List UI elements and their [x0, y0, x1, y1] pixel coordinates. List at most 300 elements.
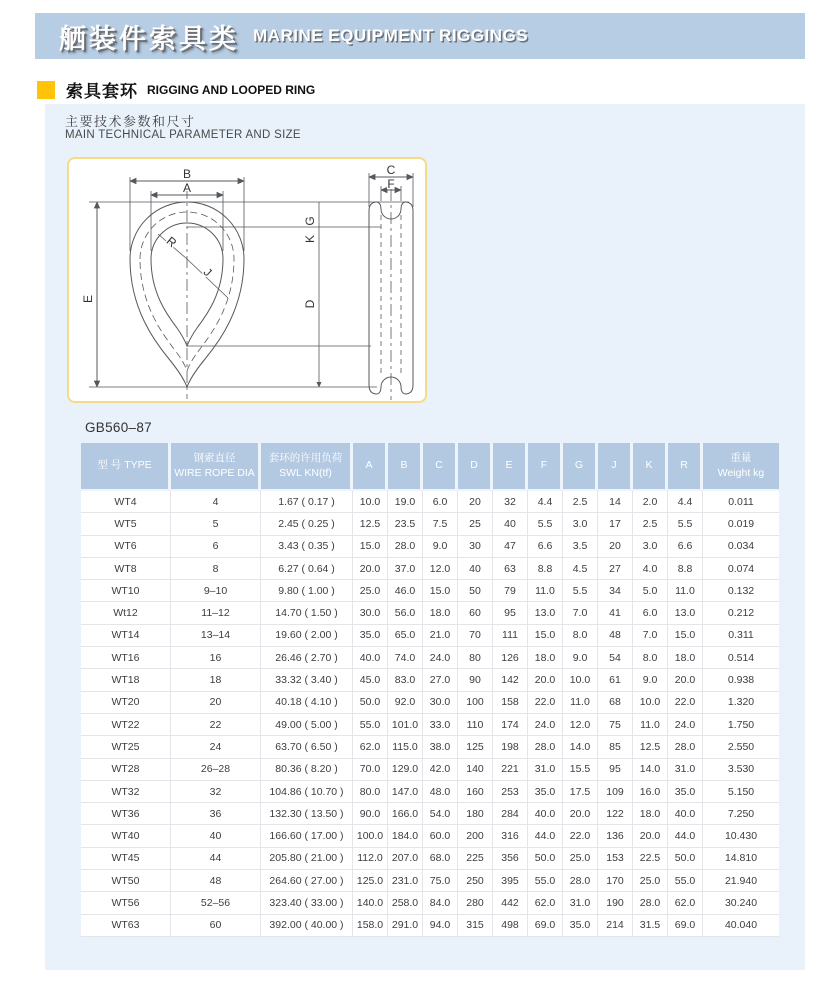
table-cell: 68.0 — [423, 848, 458, 870]
table-cell: 18.0 — [423, 602, 458, 624]
table-cell: 174 — [493, 714, 528, 736]
table-cell: 3.43 ( 0.35 ) — [261, 536, 353, 558]
table-cell: 24.0 — [423, 647, 458, 669]
table-cell: 395 — [493, 870, 528, 892]
table-cell: 90.0 — [353, 803, 388, 825]
table-cell: 4.0 — [633, 558, 668, 580]
table-cell: 7.0 — [633, 625, 668, 647]
table-row — [81, 781, 779, 803]
table-cell: 22.5 — [633, 848, 668, 870]
table-cell: 26–28 — [171, 759, 261, 781]
table-cell: 60 — [171, 915, 261, 937]
table-cell: 31.5 — [633, 915, 668, 937]
dim-label-j: J — [200, 264, 215, 280]
table-cell: 0.514 — [703, 647, 779, 669]
table-cell: 32 — [171, 781, 261, 803]
table-cell: 62.0 — [668, 892, 703, 914]
table-cell: 48 — [598, 625, 633, 647]
table-cell: 4.5 — [563, 558, 598, 580]
table-row — [81, 915, 779, 937]
table-cell: 140 — [458, 759, 493, 781]
table-cell: 52–56 — [171, 892, 261, 914]
table-cell: WT18 — [81, 669, 171, 691]
table-cell: 2.0 — [633, 491, 668, 513]
table-cell: 14.70 ( 1.50 ) — [261, 602, 353, 624]
table-cell: WT32 — [81, 781, 171, 803]
table-cell: 25.0 — [353, 580, 388, 602]
table-cell: 0.074 — [703, 558, 779, 580]
table-cell: 180 — [458, 803, 493, 825]
table-cell: 291.0 — [388, 915, 423, 937]
page-title-zh: 舾装件索具类 — [59, 23, 239, 54]
table-cell: 18.0 — [668, 647, 703, 669]
table-cell: 45.0 — [353, 669, 388, 691]
table-cell: 50.0 — [668, 848, 703, 870]
table-cell: 14.0 — [633, 759, 668, 781]
table-cell: 83.0 — [388, 669, 423, 691]
table-cell: 75.0 — [423, 870, 458, 892]
table-row — [81, 536, 779, 558]
table-cell: 35.0 — [668, 781, 703, 803]
table-cell: 24 — [171, 736, 261, 758]
table-cell: 122 — [598, 803, 633, 825]
spec-table-head — [81, 443, 779, 491]
column-header: J — [598, 443, 633, 491]
dim-label-d: D — [303, 299, 317, 309]
table-cell: 10.430 — [703, 825, 779, 847]
table-cell: 24.0 — [668, 714, 703, 736]
table-cell: 62.0 — [528, 892, 563, 914]
column-header: B — [388, 443, 423, 491]
table-cell: 115.0 — [388, 736, 423, 758]
dim-label-f: F — [387, 177, 395, 191]
table-cell: 6.0 — [423, 491, 458, 513]
standard-code: GB560–87 — [85, 420, 152, 435]
table-cell: 32 — [493, 491, 528, 513]
table-cell: 40.0 — [528, 803, 563, 825]
table-cell: 26.46 ( 2.70 ) — [261, 647, 353, 669]
table-row — [81, 870, 779, 892]
table-cell: 28.0 — [563, 870, 598, 892]
header-row — [81, 443, 779, 491]
table-cell: 129.0 — [388, 759, 423, 781]
table-cell: 15.0 — [528, 625, 563, 647]
table-cell: 6.27 ( 0.64 ) — [261, 558, 353, 580]
table-cell: 253 — [493, 781, 528, 803]
table-cell: 30.0 — [353, 602, 388, 624]
table-cell: 2.45 ( 0.25 ) — [261, 513, 353, 535]
table-cell: 0.132 — [703, 580, 779, 602]
table-cell: 30 — [458, 536, 493, 558]
table-cell: 207.0 — [388, 848, 423, 870]
table-cell: 18 — [171, 669, 261, 691]
table-cell: 94.0 — [423, 915, 458, 937]
table-cell: 158 — [493, 692, 528, 714]
table-cell: 95 — [493, 602, 528, 624]
table-row — [81, 803, 779, 825]
table-cell: 47 — [493, 536, 528, 558]
table-cell: 198 — [493, 736, 528, 758]
dim-label-r: R — [163, 233, 180, 251]
column-header: D — [458, 443, 493, 491]
table-cell: 70 — [458, 625, 493, 647]
column-header: 套环的许用负荷 SWL KN(tf) — [261, 443, 353, 491]
table-cell: 14.0 — [563, 736, 598, 758]
table-cell: 10.0 — [563, 669, 598, 691]
table-cell: 166.0 — [388, 803, 423, 825]
table-cell: 5.0 — [633, 580, 668, 602]
table-row — [81, 491, 779, 513]
table-cell: 35.0 — [528, 781, 563, 803]
table-cell: 31.0 — [528, 759, 563, 781]
table-cell: 184.0 — [388, 825, 423, 847]
table-row — [81, 669, 779, 691]
table-cell: 75 — [598, 714, 633, 736]
table-cell: 8.8 — [668, 558, 703, 580]
table-cell: 8 — [171, 558, 261, 580]
table-cell: 140.0 — [353, 892, 388, 914]
table-cell: 280 — [458, 892, 493, 914]
table-row — [81, 714, 779, 736]
table-cell: 2.550 — [703, 736, 779, 758]
table-cell: 61 — [598, 669, 633, 691]
table-cell: 48.0 — [423, 781, 458, 803]
table-cell: 0.938 — [703, 669, 779, 691]
column-header: A — [353, 443, 388, 491]
dim-label-g: G — [303, 216, 317, 226]
table-cell: 41 — [598, 602, 633, 624]
table-cell: 55.0 — [528, 870, 563, 892]
table-cell: 110 — [458, 714, 493, 736]
table-cell: 49.00 ( 5.00 ) — [261, 714, 353, 736]
dim-label-b: B — [182, 167, 192, 181]
table-cell: 11.0 — [528, 580, 563, 602]
table-cell: WT56 — [81, 892, 171, 914]
table-cell: 142 — [493, 669, 528, 691]
table-cell: 35.0 — [563, 915, 598, 937]
table-row — [81, 513, 779, 535]
technical-drawing-box — [67, 157, 427, 403]
table-cell: 0.212 — [703, 602, 779, 624]
table-cell: 11.0 — [668, 580, 703, 602]
section-title-zh: 索具套环 — [66, 82, 138, 101]
table-cell: 40 — [493, 513, 528, 535]
table-cell: 18.0 — [633, 803, 668, 825]
table-cell: 80.36 ( 8.20 ) — [261, 759, 353, 781]
table-cell: 21.0 — [423, 625, 458, 647]
table-cell: 46.0 — [388, 580, 423, 602]
table-cell: WT16 — [81, 647, 171, 669]
table-cell: 44 — [171, 848, 261, 870]
table-cell: 101.0 — [388, 714, 423, 736]
table-cell: 132.30 ( 13.50 ) — [261, 803, 353, 825]
table-cell: 4.4 — [668, 491, 703, 513]
table-cell: WT50 — [81, 870, 171, 892]
table-cell: 42.0 — [423, 759, 458, 781]
table-cell: 7.250 — [703, 803, 779, 825]
table-cell: 153 — [598, 848, 633, 870]
table-cell: 50 — [458, 580, 493, 602]
table-cell: 20.0 — [353, 558, 388, 580]
table-cell: 20.0 — [668, 669, 703, 691]
table-cell: WT10 — [81, 580, 171, 602]
content-panel — [45, 104, 805, 970]
table-cell: 0.011 — [703, 491, 779, 513]
table-cell: 6 — [171, 536, 261, 558]
table-cell: 25 — [458, 513, 493, 535]
table-cell: 160 — [458, 781, 493, 803]
dim-label-e: E — [81, 294, 95, 304]
table-cell: 2.5 — [633, 513, 668, 535]
table-row — [81, 647, 779, 669]
table-cell: 125.0 — [353, 870, 388, 892]
dim-label-c: C — [386, 163, 396, 177]
column-header: 型 号 TYPE — [81, 443, 171, 491]
column-header: E — [493, 443, 528, 491]
table-cell: 4 — [171, 491, 261, 513]
table-cell: 63 — [493, 558, 528, 580]
table-cell: 11.0 — [563, 692, 598, 714]
table-cell: 315 — [458, 915, 493, 937]
table-cell: 30.0 — [423, 692, 458, 714]
table-row — [81, 848, 779, 870]
table-cell: 40.0 — [353, 647, 388, 669]
table-cell: 442 — [493, 892, 528, 914]
table-cell: 16 — [171, 647, 261, 669]
table-cell: WT22 — [81, 714, 171, 736]
table-cell: 84.0 — [423, 892, 458, 914]
table-cell: 20 — [598, 536, 633, 558]
table-cell: 3.530 — [703, 759, 779, 781]
table-cell: 90 — [458, 669, 493, 691]
table-cell: 221 — [493, 759, 528, 781]
table-cell: 55.0 — [668, 870, 703, 892]
table-cell: WT20 — [81, 692, 171, 714]
table-cell: 20.0 — [633, 825, 668, 847]
table-cell: 50.0 — [528, 848, 563, 870]
table-cell: 35.0 — [353, 625, 388, 647]
table-cell: 20 — [171, 692, 261, 714]
table-cell: 5 — [171, 513, 261, 535]
column-header: F — [528, 443, 563, 491]
column-header: 钢索直径 WIRE ROPE DIA — [171, 443, 261, 491]
page-title-en: MARINE EQUIPMENT RIGGINGS — [253, 26, 529, 45]
table-cell: 80 — [458, 647, 493, 669]
table-cell: 79 — [493, 580, 528, 602]
table-cell: 65.0 — [388, 625, 423, 647]
table-cell: 70.0 — [353, 759, 388, 781]
table-cell: 92.0 — [388, 692, 423, 714]
table-cell: 68 — [598, 692, 633, 714]
param-title-zh: 主要技术参数和尺寸 — [65, 114, 196, 129]
table-cell: 18.0 — [528, 647, 563, 669]
section-bullet-icon — [37, 81, 55, 99]
table-cell: 69.0 — [528, 915, 563, 937]
table-cell: 9–10 — [171, 580, 261, 602]
table-cell: 24.0 — [528, 714, 563, 736]
table-cell: 20.0 — [528, 669, 563, 691]
column-header: R — [668, 443, 703, 491]
table-cell: WT14 — [81, 625, 171, 647]
table-cell: 19.0 — [388, 491, 423, 513]
table-cell: 27 — [598, 558, 633, 580]
page-header-band — [35, 13, 805, 59]
table-cell: 40.18 ( 4.10 ) — [261, 692, 353, 714]
table-cell: 80.0 — [353, 781, 388, 803]
table-cell: 60 — [458, 602, 493, 624]
table-cell: WT28 — [81, 759, 171, 781]
table-cell: 27.0 — [423, 669, 458, 691]
table-cell: WT45 — [81, 848, 171, 870]
spec-table — [81, 443, 779, 937]
table-cell: 54 — [598, 647, 633, 669]
table-cell: 69.0 — [668, 915, 703, 937]
table-cell: 13.0 — [668, 602, 703, 624]
table-cell: 20.0 — [563, 803, 598, 825]
table-cell: 28.0 — [633, 892, 668, 914]
table-cell: 9.0 — [563, 647, 598, 669]
table-cell: 1.750 — [703, 714, 779, 736]
table-row — [81, 736, 779, 758]
table-cell: 323.40 ( 33.00 ) — [261, 892, 353, 914]
table-cell: 44.0 — [668, 825, 703, 847]
table-cell: 9.80 ( 1.00 ) — [261, 580, 353, 602]
table-cell: 5.5 — [668, 513, 703, 535]
table-cell: 231.0 — [388, 870, 423, 892]
table-cell: 34 — [598, 580, 633, 602]
table-cell: 166.60 ( 17.00 ) — [261, 825, 353, 847]
table-cell: 16.0 — [633, 781, 668, 803]
table-cell: 38.0 — [423, 736, 458, 758]
column-header: C — [423, 443, 458, 491]
table-cell: 147.0 — [388, 781, 423, 803]
table-cell: WT5 — [81, 513, 171, 535]
table-cell: 3.5 — [563, 536, 598, 558]
table-cell: 8.8 — [528, 558, 563, 580]
table-cell: 4.4 — [528, 491, 563, 513]
table-cell: 200 — [458, 825, 493, 847]
table-cell: 9.0 — [423, 536, 458, 558]
table-cell: 3.0 — [633, 536, 668, 558]
table-cell: 40.0 — [668, 803, 703, 825]
table-cell: 112.0 — [353, 848, 388, 870]
table-cell: WT8 — [81, 558, 171, 580]
table-cell: 356 — [493, 848, 528, 870]
table-cell: 56.0 — [388, 602, 423, 624]
table-cell: 111 — [493, 625, 528, 647]
column-header: 重量 Weight kg — [703, 443, 779, 491]
table-cell: 13.0 — [528, 602, 563, 624]
table-cell: 6.6 — [528, 536, 563, 558]
table-cell: 1.320 — [703, 692, 779, 714]
table-cell: 11–12 — [171, 602, 261, 624]
table-cell: 15.0 — [668, 625, 703, 647]
table-cell: 12.5 — [633, 736, 668, 758]
table-cell: WT25 — [81, 736, 171, 758]
table-cell: 136 — [598, 825, 633, 847]
table-cell: 40 — [458, 558, 493, 580]
table-cell: 8.0 — [563, 625, 598, 647]
table-cell: 14 — [598, 491, 633, 513]
table-cell: 284 — [493, 803, 528, 825]
table-cell: 316 — [493, 825, 528, 847]
table-cell: 9.0 — [633, 669, 668, 691]
table-cell: 28.0 — [668, 736, 703, 758]
table-row — [81, 759, 779, 781]
table-cell: 109 — [598, 781, 633, 803]
table-cell: 20 — [458, 491, 493, 513]
table-cell: 40.040 — [703, 915, 779, 937]
table-cell: 7.5 — [423, 513, 458, 535]
table-cell: 100.0 — [353, 825, 388, 847]
thimble-drawing — [69, 159, 425, 401]
table-row — [81, 625, 779, 647]
table-cell: 15.0 — [423, 580, 458, 602]
table-cell: 214 — [598, 915, 633, 937]
table-cell: 0.019 — [703, 513, 779, 535]
table-row — [81, 580, 779, 602]
table-cell: 205.80 ( 21.00 ) — [261, 848, 353, 870]
table-cell: WT36 — [81, 803, 171, 825]
table-cell: 126 — [493, 647, 528, 669]
spec-table-body — [81, 491, 779, 937]
table-cell: 12.0 — [423, 558, 458, 580]
table-cell: 3.0 — [563, 513, 598, 535]
table-cell: 28.0 — [388, 536, 423, 558]
table-cell: 14.810 — [703, 848, 779, 870]
table-cell: 50.0 — [353, 692, 388, 714]
table-cell: 498 — [493, 915, 528, 937]
table-cell: 28.0 — [528, 736, 563, 758]
table-cell: 2.5 — [563, 491, 598, 513]
table-cell: 125 — [458, 736, 493, 758]
table-row — [81, 602, 779, 624]
table-cell: WT63 — [81, 915, 171, 937]
table-cell: 22.0 — [563, 825, 598, 847]
dim-label-k: K — [303, 234, 317, 244]
table-cell: 22.0 — [668, 692, 703, 714]
table-cell: 10.0 — [353, 491, 388, 513]
table-cell: 100 — [458, 692, 493, 714]
table-cell: 392.00 ( 40.00 ) — [261, 915, 353, 937]
table-cell: 5.5 — [563, 580, 598, 602]
table-cell: 104.86 ( 10.70 ) — [261, 781, 353, 803]
table-cell: 13–14 — [171, 625, 261, 647]
section-title-en: RIGGING AND LOOPED RING — [147, 82, 316, 97]
section-header — [37, 77, 315, 102]
table-cell: 62.0 — [353, 736, 388, 758]
table-cell: 44.0 — [528, 825, 563, 847]
table-cell: 0.311 — [703, 625, 779, 647]
table-cell: 48 — [171, 870, 261, 892]
table-cell: 30.240 — [703, 892, 779, 914]
table-cell: 250 — [458, 870, 493, 892]
table-cell: 0.034 — [703, 536, 779, 558]
table-cell: 1.67 ( 0.17 ) — [261, 491, 353, 513]
table-cell: 74.0 — [388, 647, 423, 669]
table-cell: 31.0 — [563, 892, 598, 914]
table-cell: Wt12 — [81, 602, 171, 624]
table-cell: 17 — [598, 513, 633, 535]
table-cell: 15.0 — [353, 536, 388, 558]
table-cell: 258.0 — [388, 892, 423, 914]
table-cell: 225 — [458, 848, 493, 870]
table-cell: 40 — [171, 825, 261, 847]
table-cell: 6.6 — [668, 536, 703, 558]
table-cell: 11.0 — [633, 714, 668, 736]
column-header: K — [633, 443, 668, 491]
table-cell: WT4 — [81, 491, 171, 513]
